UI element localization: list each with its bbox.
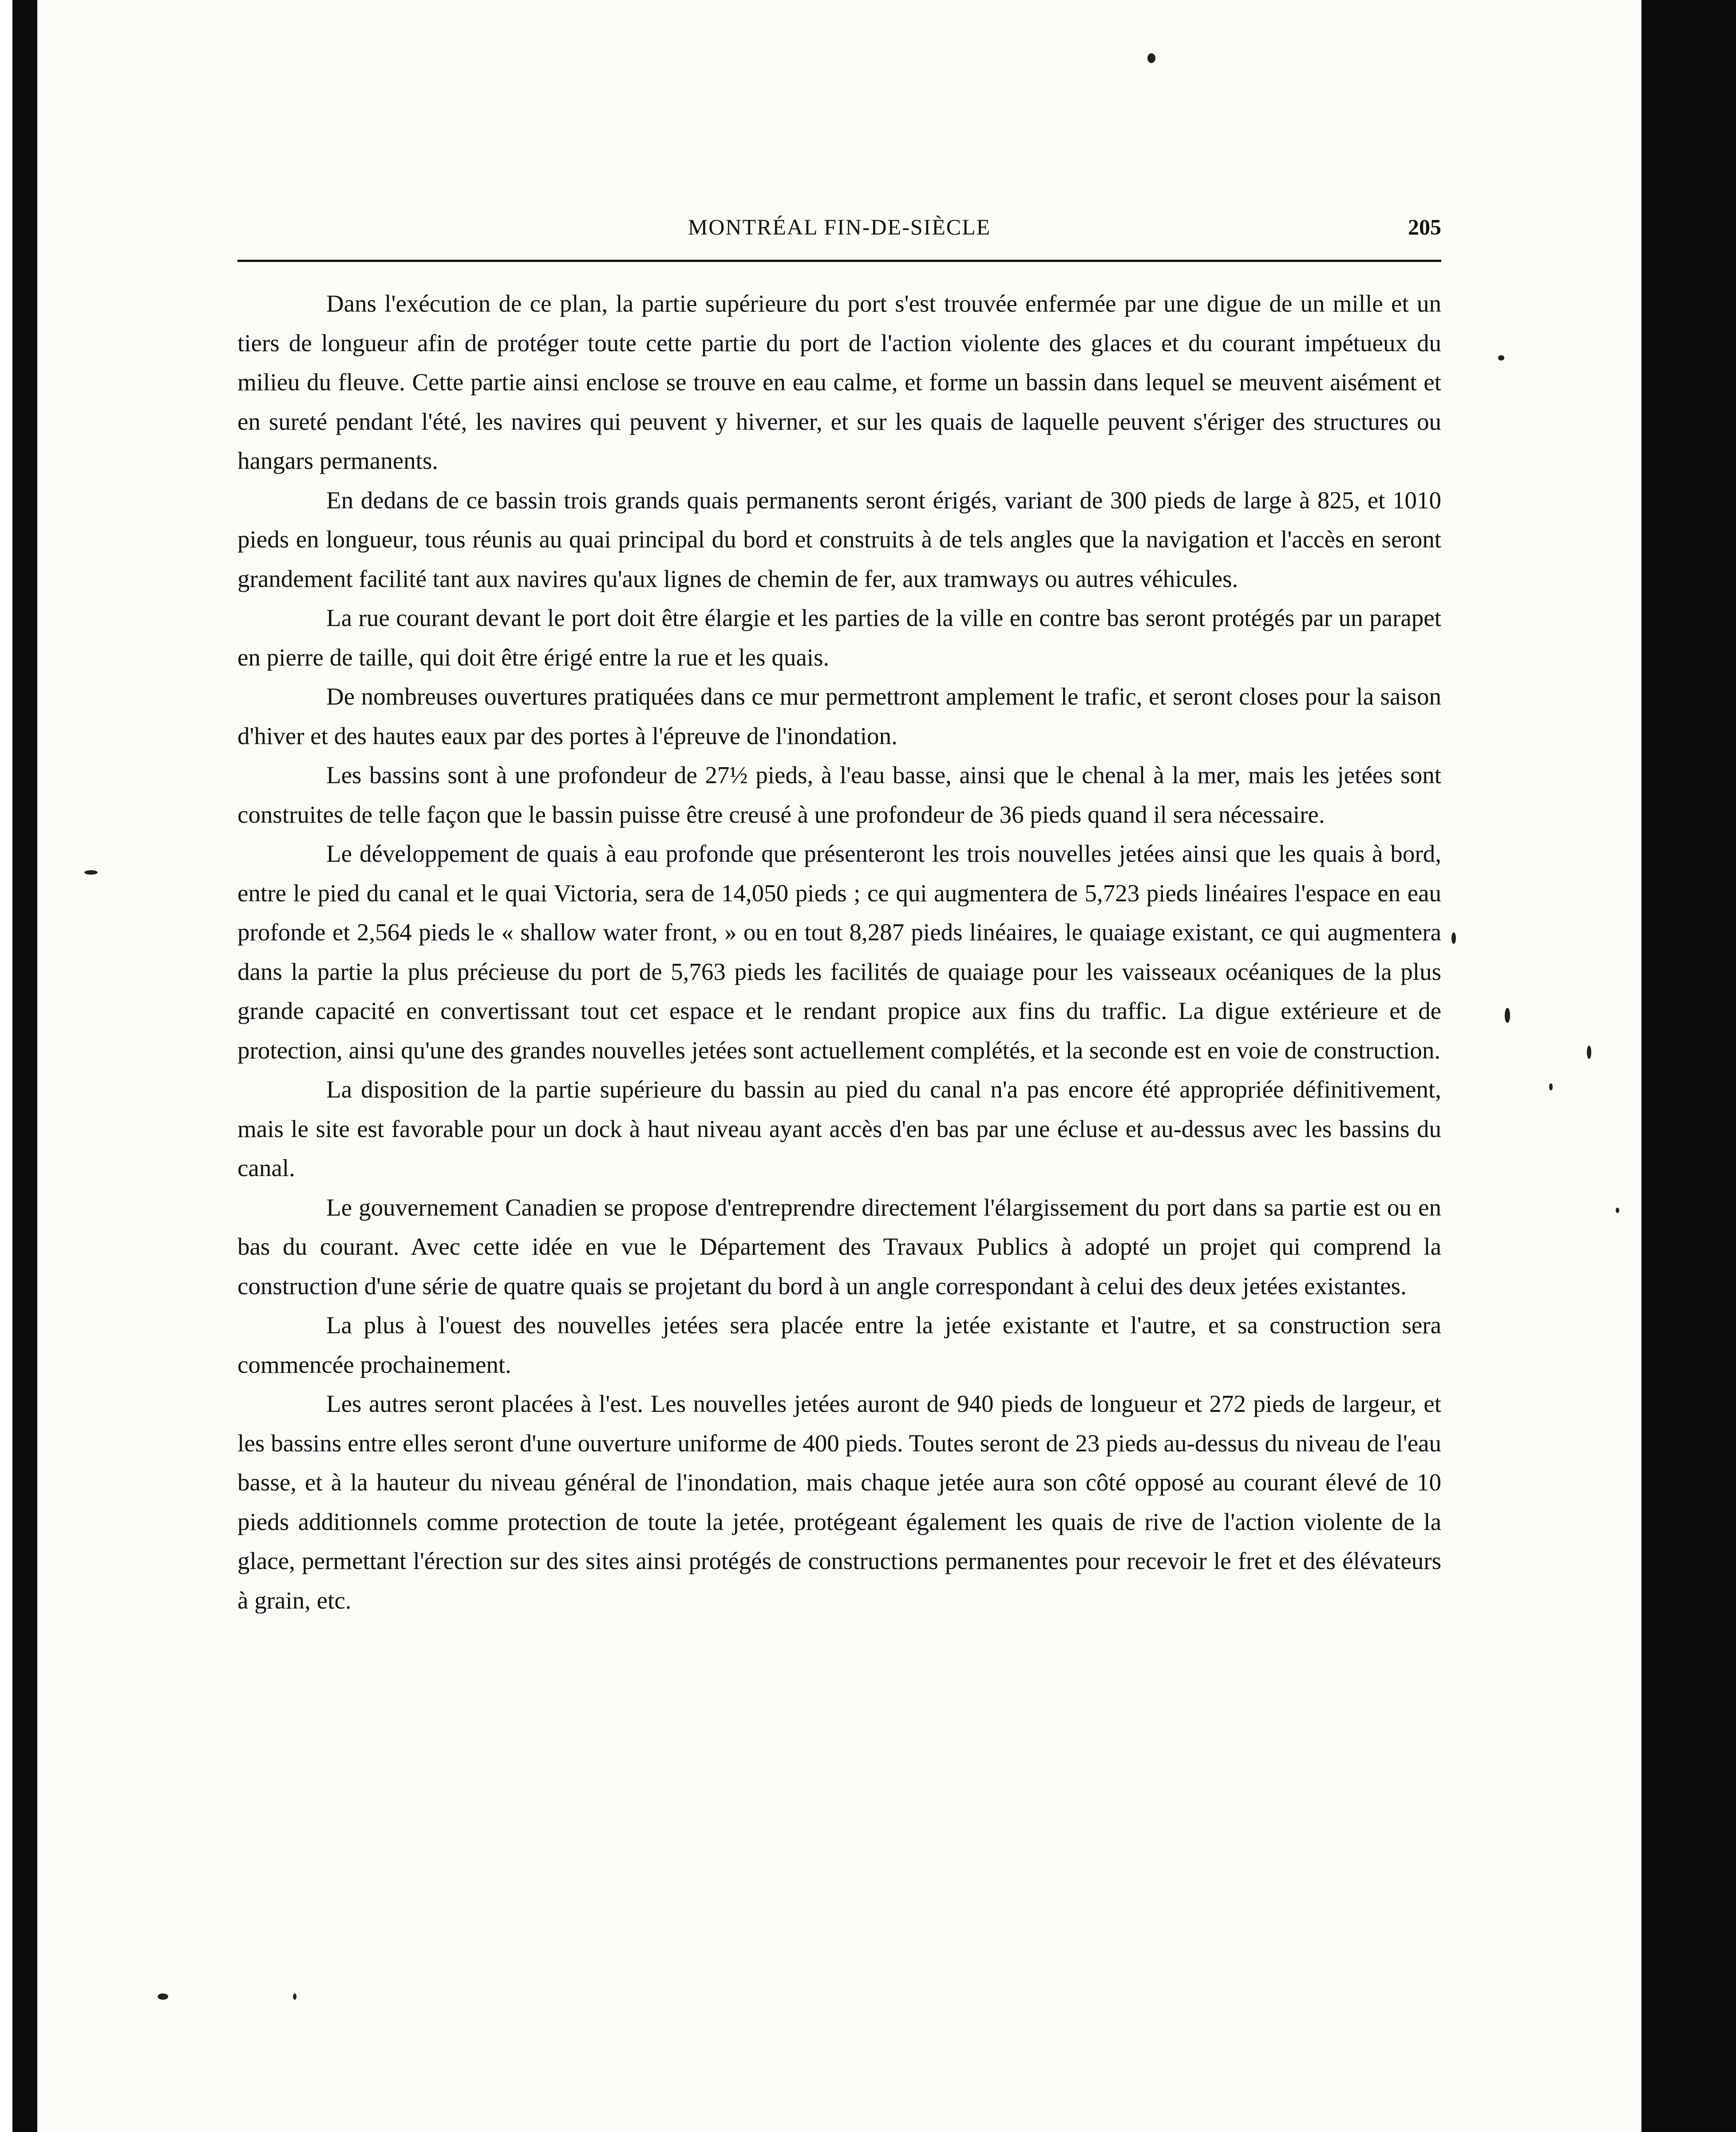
running-title: MONTRÉAL FIN-DE-SIÈCLE [688,214,991,239]
paragraph: La disposition de la partie supérieure du bassin au pied du canal n'a pas encore été appropriée définitivement, mais le site est favorable pour un dock à haut niveau ayant accès d'en bas par une écluse et au-dessus avec les bassins du canal. [237,1076,1441,1181]
body-text [237,284,1441,1620]
paragraph: Le développement de quais à eau profonde que présenteront les trois nouvelles jetées ainsi que les quais à bord, entre le pied du canal et le quai Victoria, sera de 14,050 pieds ; ce qui augmentera de 5,723 pieds linéaires l'espace en eau profonde et 2,564 pieds le « shallow water front, » ou en tout 8,287 pieds linéaires, le quaiage existant, ce qui augmentera dans la partie la plus précieuse du port de 5,763 pieds les facilités de quaiage pour les vaisseaux océaniques de la plus grande capacité en convertissant tout cet espace et le rendant propice aux fins du traffic. La digue extérieure et de protection, ainsi qu'une des grandes nouvelles jetées sont actuellement complétés, et la seconde est en voie de construction. [237,840,1441,1064]
scan-border-left [12,0,37,2132]
paragraph: En dedans de ce bassin trois grands quais permanents seront érigés, variant de 300 pieds de large à 825, et 1010 pieds en longueur, tous réunis au quai principal du bord et construits à de tels angles que la navigation et l'accès en seront grandement facilité tant aux navires qu'aux lignes de chemin de fer, aux tramways ou autres véhicules. [237,486,1441,592]
paragraph: Les autres seront placées à l'est. Les nouvelles jetées auront de 940 pieds de longueur et 272 pieds de largeur, et les bassins entre elles seront d'une ouverture uniforme de 400 pieds. Toutes seront de 23 pieds au-dessus du niveau de l'eau basse, et à la hauteur du niveau général de l'inondation, mais chaque jetée aura son côté opposé au courant élevé de 10 pieds additionnels comme protection de toute la jetée, protégeant également les quais de rive de l'action violente de la glace, permettant l'érection sur des sites ainsi protégés de constructions permanentes pour recevoir le fret et des élévateurs à grain, etc. [237,1390,1441,1614]
scan-speck [293,1993,297,2000]
running-header [237,214,1441,258]
page-number: 205 [1408,214,1441,239]
scan-speck [1549,1083,1553,1090]
scan-speck [84,870,98,875]
paragraph: Dans l'exécution de ce plan, la partie supérieure du port s'est trouvée enfermée par une digue de un mille et un tiers de longueur afin de protéger toute cette partie du port de l'action violente des glaces et du courant impétueux du milieu du fleuve. Cette partie ainsi enclose se trouve en eau calme, et forme un bassin dans lequel se meuvent aisément et en sureté pendant l'été, les navires qui peuvent y hiverner, et sur les quais de laquelle peuvent s'ériger des structures ou hangars permanents. [237,290,1441,474]
header-rule [237,260,1441,262]
scan-speck [1616,1208,1619,1213]
scan-speck [1505,1008,1510,1023]
scan-speck [158,1993,168,2000]
scan-border-right [1641,0,1736,2132]
paragraph: Le gouvernement Canadien se propose d'entreprendre directement l'élargissement du port dans sa partie est ou en bas du courant. Avec cette idée en vue le Département des Travaux Publics à adopté un projet qui comprend la construction d'une série de quatre quais se projetant du bord à un angle correspondant à celui des deux jetées existantes. [237,1193,1441,1300]
scan-speck [1498,355,1504,361]
scan-speck [1587,1046,1591,1059]
scan-speck [1451,932,1456,944]
paragraph: La plus à l'ouest des nouvelles jetées sera placée entre la jetée existante et l'autre, et sa construction sera commencée prochainement. [237,1312,1441,1378]
paragraph: La rue courant devant le port doit être élargie et les parties de la ville en contre bas seront protégés par un parapet en pierre de taille, qui doit être érigé entre la rue et les quais. [237,604,1441,671]
paragraph: Les bassins sont à une profondeur de 27½ pieds, à l'eau basse, ainsi que le chenal à la mer, mais les jetées sont construites de telle façon que le bassin puisse être creusé à une profondeur de 36 pieds quand il sera nécessaire. [237,761,1441,828]
scan-speck [1147,53,1155,63]
paragraph: De nombreuses ouvertures pratiquées dans ce mur permettront amplement le trafic, et seront closes pour la saison d'hiver et des hautes eaux par des portes à l'épreuve de l'inondation. [237,683,1441,749]
